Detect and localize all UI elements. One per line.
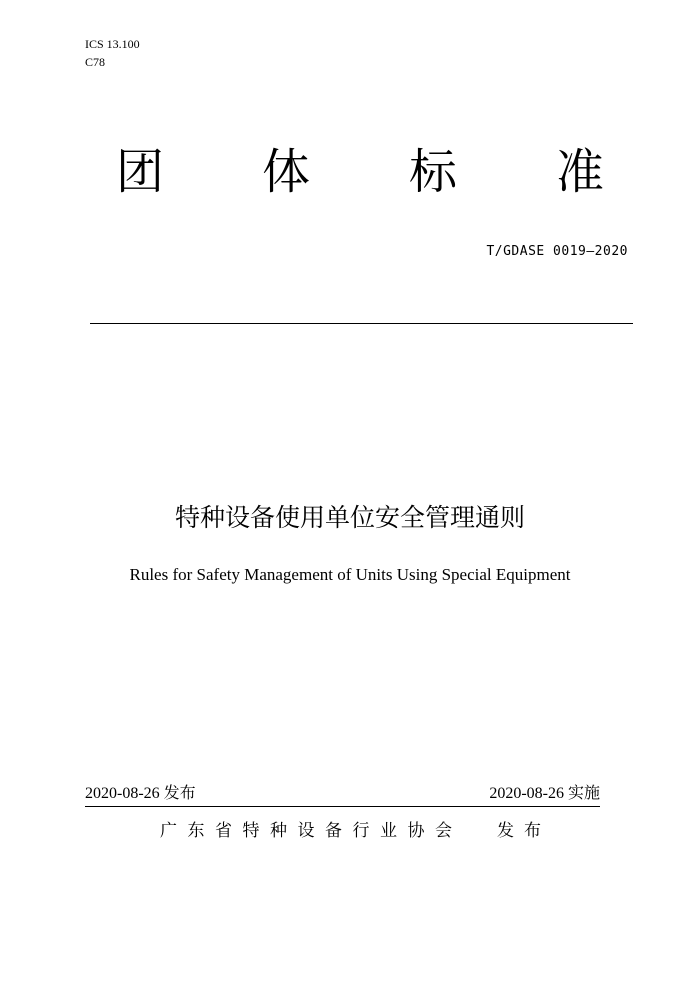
classification-code: C78 bbox=[85, 55, 106, 69]
standard-number: T/GDASE 0019—2020 bbox=[486, 244, 628, 259]
publisher-name: 广东省特种设备行业协会 bbox=[160, 821, 463, 841]
document-title-english: Rules for Safety Management of Units Using Special Equipment bbox=[129, 565, 571, 584]
divider-line bbox=[90, 323, 633, 324]
date-row bbox=[85, 784, 600, 807]
category-char-2: 体 bbox=[262, 144, 311, 200]
implementation-date: 2020-08-26 实施 bbox=[489, 785, 600, 802]
document-title-chinese: 特种设备使用单位安全管理通则 bbox=[174, 503, 525, 532]
issue-date: 2020-08-26 发布 bbox=[85, 785, 196, 802]
publisher-row bbox=[0, 820, 700, 842]
category-char-4: 准 bbox=[556, 144, 605, 200]
category-char-1: 团 bbox=[116, 144, 165, 200]
category-char-3: 标 bbox=[409, 144, 458, 200]
ics-code: ICS 13.100 bbox=[85, 37, 140, 51]
publish-label: 发布 bbox=[497, 821, 551, 841]
